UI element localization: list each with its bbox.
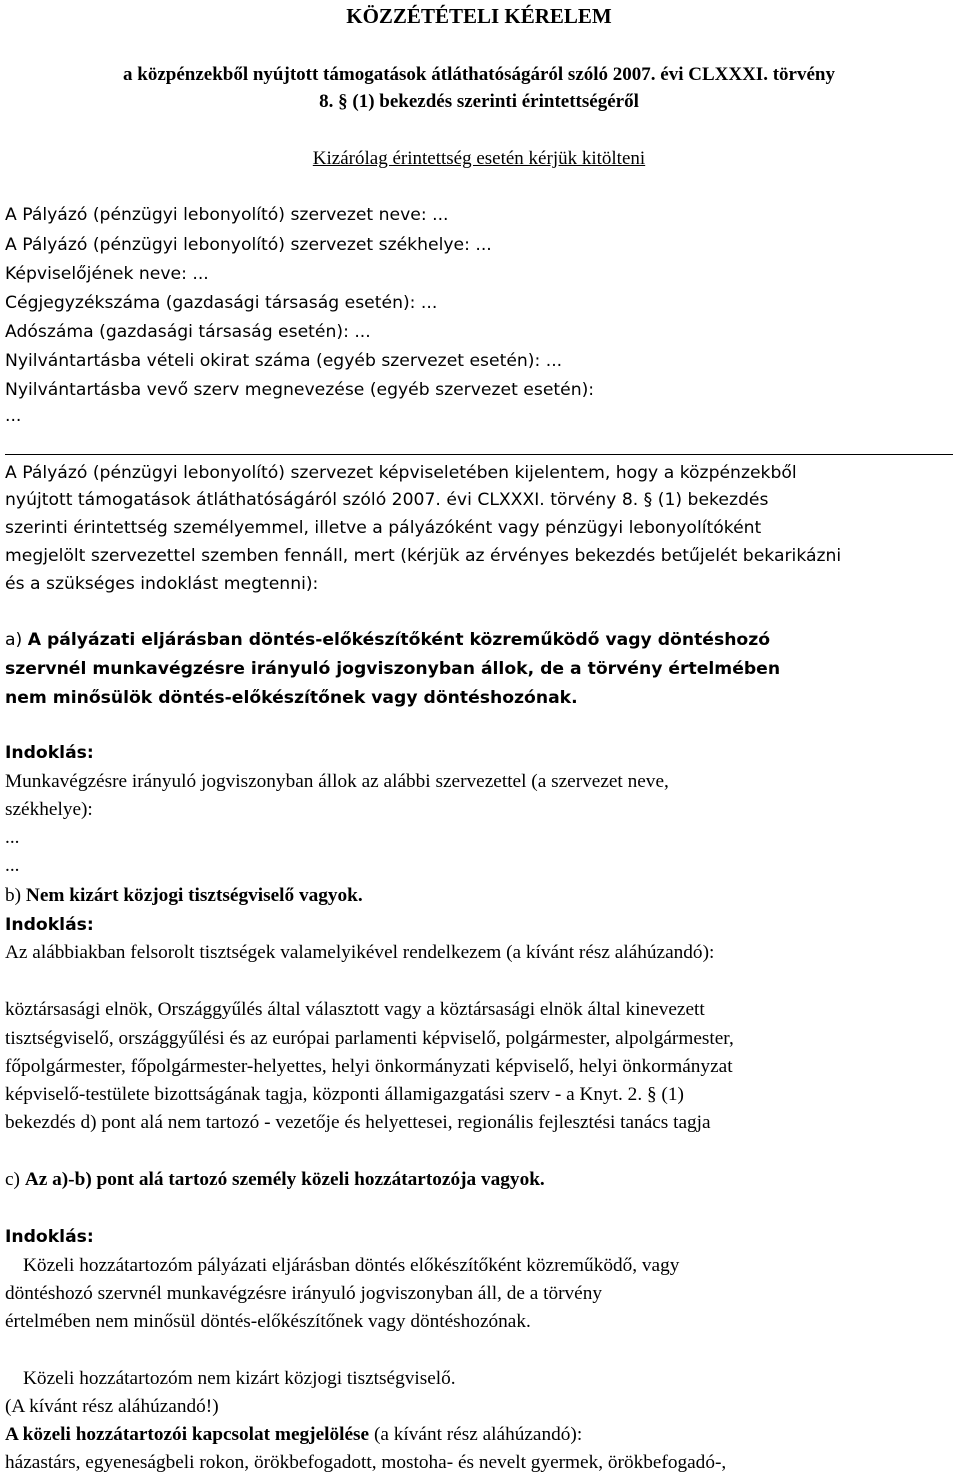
option-a-line3: nem minősülök döntés-előkészítőnek vagy döntéshozónak. <box>5 688 578 708</box>
relation-note: (a kívánt rész aláhúzandó): <box>369 1424 583 1445</box>
declaration-line: megjelölt szervezettel szemben fennáll, mert (kérjük az érvényes bekezdés betűjelét bekarikázni <box>5 546 842 566</box>
option-a-line2: szervnél munkavégzésre irányuló jogviszonyban állok, de a törvény értelmében <box>5 659 781 679</box>
declaration-line: A Pályázó (pénzügyi lebonyolító) szervezet képviseletében kijelentem, hogy a közpénzekből <box>5 463 797 483</box>
field-registering-body: Nyilvántartásba vevő szerv megnevezése (egyéb szervezet esetén): <box>5 380 595 400</box>
option-c-para2: Közeli hozzátartozóm nem kizárt közjogi tisztségviselő. <box>23 1368 456 1389</box>
declaration-line: nyújtott támogatások átláthatóságáról szóló 2007. évi CLXXXI. törvény 8. § (1) bekezdés <box>5 490 769 510</box>
relation-list: házastárs, egyeneságbeli rokon, örökbefogadott, mostoha- és nevelt gyermek, örökbefogadó-, <box>5 1452 727 1473</box>
option-c-para1-line: döntéshozó szervnél munkavégzésre irányuló jogviszonyban áll, de a törvény <box>5 1283 602 1304</box>
page-subtitle-line1: a közpénzekből nyújtott támogatások átláthatóságáról szóló 2007. évi CLXXXI. törvény <box>123 64 835 85</box>
option-b-prefix: b) <box>5 885 26 906</box>
field-company-reg: Cégjegyzékszáma (gazdasági társaság esetén): ... <box>5 293 438 313</box>
option-a-reason-line1: Munkavégzésre irányuló jogviszonyban állok az alábbi szervezettel (a szervezet neve, <box>5 771 669 792</box>
office-list-line: bekezdés d) pont alá nem tartozó - vezetője és helyettesei, regionális fejlesztési tanács tagja <box>5 1112 711 1133</box>
field-dots: ... <box>5 406 22 426</box>
option-c-title-text: Az a)-b) pont alá tartozó személy közeli hozzátartozója vagyok. <box>24 1169 545 1190</box>
option-a-line1: A pályázati eljárásban döntés-előkészítőként közreműködő vagy döntéshozó <box>27 630 771 650</box>
relation-heading <box>5 1423 582 1447</box>
option-b-reason-line: Az alábbiakban felsorolt tisztségek valamelyikével rendelkezem (a kívánt rész aláhúzandó): <box>5 942 715 963</box>
option-a-title <box>5 628 770 652</box>
option-a-prefix: a) <box>5 630 28 650</box>
field-registration-doc: Nyilvántartásba vételi okirat száma (egyéb szervezet esetén): ... <box>5 351 563 371</box>
office-list-line: tisztségviselő, országgyűlési és az európai parlamenti képviselő, polgármester, alpolgármester, <box>5 1028 734 1049</box>
page-title: KÖZZÉTÉTELI KÉRELEM <box>346 4 612 28</box>
office-list-line: főpolgármester, főpolgármester-helyettes, helyi önkormányzati képviselő, helyi önkormányzat <box>5 1056 733 1077</box>
option-b-title-text: Nem kizárt közjogi tisztségviselő vagyok. <box>25 885 363 906</box>
option-b-title <box>5 884 363 908</box>
field-representative: Képviselőjének neve: ... <box>5 264 209 284</box>
option-c-para3: (A kívánt rész aláhúzandó!) <box>5 1396 219 1417</box>
option-b-reason-label: Indoklás: <box>5 915 94 935</box>
fill-note: Kizárólag érintettség esetén kérjük kitölteni <box>312 148 646 169</box>
option-c-para1-line: értelmében nem minősül döntés-előkészítőnek vagy döntéshozónak. <box>5 1311 531 1332</box>
option-a-dots: ... <box>5 855 20 876</box>
option-c-reason-label: Indoklás: <box>5 1227 94 1247</box>
option-c-title <box>5 1168 545 1192</box>
option-c-para1-line: Közeli hozzátartozóm pályázati eljárásban döntés előkészítőként közreműködő, vagy <box>23 1255 680 1276</box>
page-subtitle-line2: 8. § (1) bekezdés szerinti érintettségéről <box>319 91 639 112</box>
field-tax-number: Adószáma (gazdasági társaság esetén): ... <box>5 322 371 342</box>
office-list-line: köztársasági elnök, Országgyűlés által választott vagy a köztársasági elnök által kinevezett <box>5 999 705 1020</box>
option-a-dots: ... <box>5 827 20 848</box>
relation-label: A közeli hozzátartozói kapcsolat megjelölése <box>5 1424 370 1445</box>
declaration-line: szerinti érintettség személyemmel, illetve a pályázóként vagy pénzügyi lebonyolítóként <box>5 518 762 538</box>
separator-rule <box>5 454 953 455</box>
option-c-prefix: c) <box>5 1169 25 1190</box>
option-a-reason-label: Indoklás: <box>5 743 94 763</box>
field-org-seat: A Pályázó (pénzügyi lebonyolító) szervezet székhelye: ... <box>5 235 492 255</box>
field-org-name: A Pályázó (pénzügyi lebonyolító) szervezet neve: ... <box>5 205 449 225</box>
office-list-line: képviselő-testülete bizottságának tagja, központi államigazgatási szerv - a Knyt. 2. § (1) <box>5 1084 684 1105</box>
option-a-reason-line2: székhelye): <box>5 799 93 820</box>
declaration-line: és a szükséges indoklást megtenni): <box>5 574 319 594</box>
